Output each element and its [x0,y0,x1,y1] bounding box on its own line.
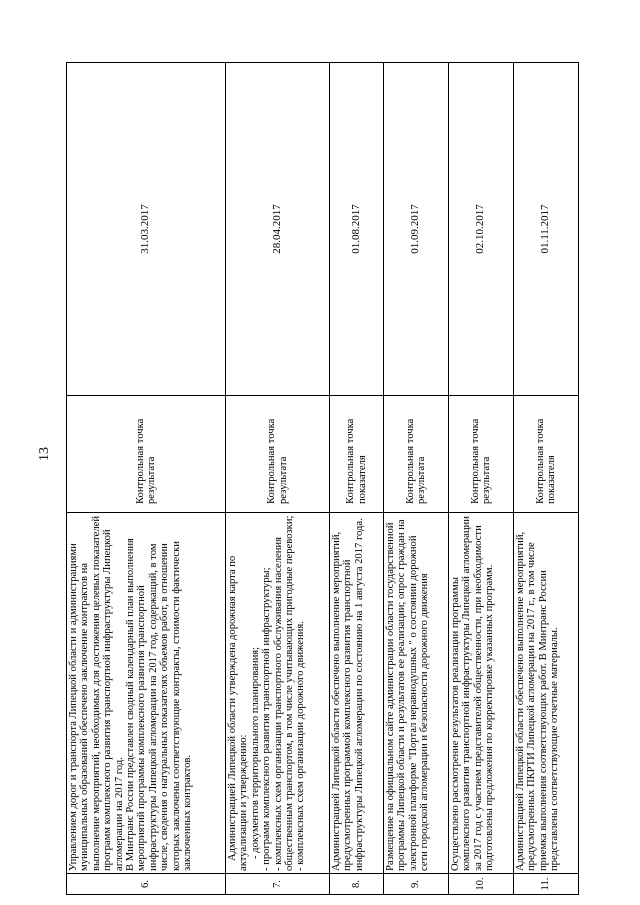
row-date: 01.09.2017 [384,63,449,396]
row-type: Контрольная точка показателя [330,396,384,513]
rotated-table-container [66,62,602,895]
row-description [330,513,384,874]
control-points-table [66,62,579,895]
row-description [226,513,330,874]
table-row [449,63,514,895]
row-number: 7. [226,874,330,895]
page-number: 13 [37,447,52,461]
row-number: 6. [67,874,226,895]
row-number: 10. [449,874,514,895]
row-date: 31.03.2017 [67,63,226,396]
description-line: Управлением дорог и транспорта Липецкой области и администрациями муниципальных образований обеспечено заключение контрактов на выполнение мероприятий, необходимых для достижения целевых показателей программ комплексного развития транспортной инфраструктуры Липецкой агломерации на 2017 год. [68,515,125,871]
row-date: 01.08.2017 [330,63,384,396]
description-line: - комплексных схем организации транспортного обслуживания населения общественным транспортом, в том числе учитывающих пригодные перевозки; [272,515,296,871]
row-number: 9. [384,874,449,895]
row-type: Контрольная точка показателя [514,396,579,513]
description-line: В Минтранс России представлен сводный календарный план выполнения мероприятий программы комплексного развития транспортной инфраструктуры Липецкой агломерации на 2017 год, содержащий, в том числе, сведения о натуральных показателях объемов работ, в отношении которых заключены соответствующие контракты, стоимости фактически заключенных контрактов. [125,538,194,871]
description-line: Администрацией Липецкой области обеспечено выполнение мероприятий, предусмотренных программой комплексного развития транспортной инфраструктуры Липецкой агломерации по состоянию на 1 августа 2017 года. [331,518,365,871]
row-number: 11. [514,874,579,895]
table-row [514,63,579,895]
description-line: Администрацией Липецкой области обеспечено выполнение мероприятий, предусмотренных ПКРТИ Липецкой агломерации на 2017 г., в том числе приемка выполнения соответствующих работ. В Минтранс России представлены соответствующие отчетные материалы. [515,531,561,871]
row-description [67,513,226,874]
description-line: Администрацией Липецкой области утверждена дорожная карта по актуализации и утверждению: [227,555,250,871]
row-type: Контрольная точка результата [226,396,330,513]
row-number: 8. [330,874,384,895]
row-date: 02.10.2017 [449,63,514,396]
description-line: - документов территориального планирования; [249,646,261,859]
description-line: Осуществлено рассмотрение результатов реализации программы комплексного развития транспортной инфраструктуры Липецкой агломерации за 2017 год с участием представителей общественности, при необходимости подготовлены предложения по корректировке указанных программ. [450,516,496,871]
description-line: Размещение на официальном сайте администрации области государственной программы Липецкой области и результатов ее реализации; опрос граждан на электронной платформе "Портал неравнодушных " о состоянии дорожной сети городской агломерации и безопасности дорожного движения [385,519,431,871]
row-description [514,513,579,874]
row-description [449,513,514,874]
row-date: 28.04.2017 [226,63,330,396]
table-row [67,63,226,895]
description-line: - программ комплексного развития транспортной инфраструктуры; [261,567,273,871]
table-row [384,63,449,895]
table-row [330,63,384,895]
row-type: Контрольная точка результата [449,396,514,513]
row-type: Контрольная точка результата [384,396,449,513]
row-type: Контрольная точка результата [67,396,226,513]
table-row [226,63,330,895]
row-date: 01.11.2017 [514,63,579,396]
row-description [384,513,449,874]
description-line: - комплексных схем организации дорожного движения. [295,621,307,871]
